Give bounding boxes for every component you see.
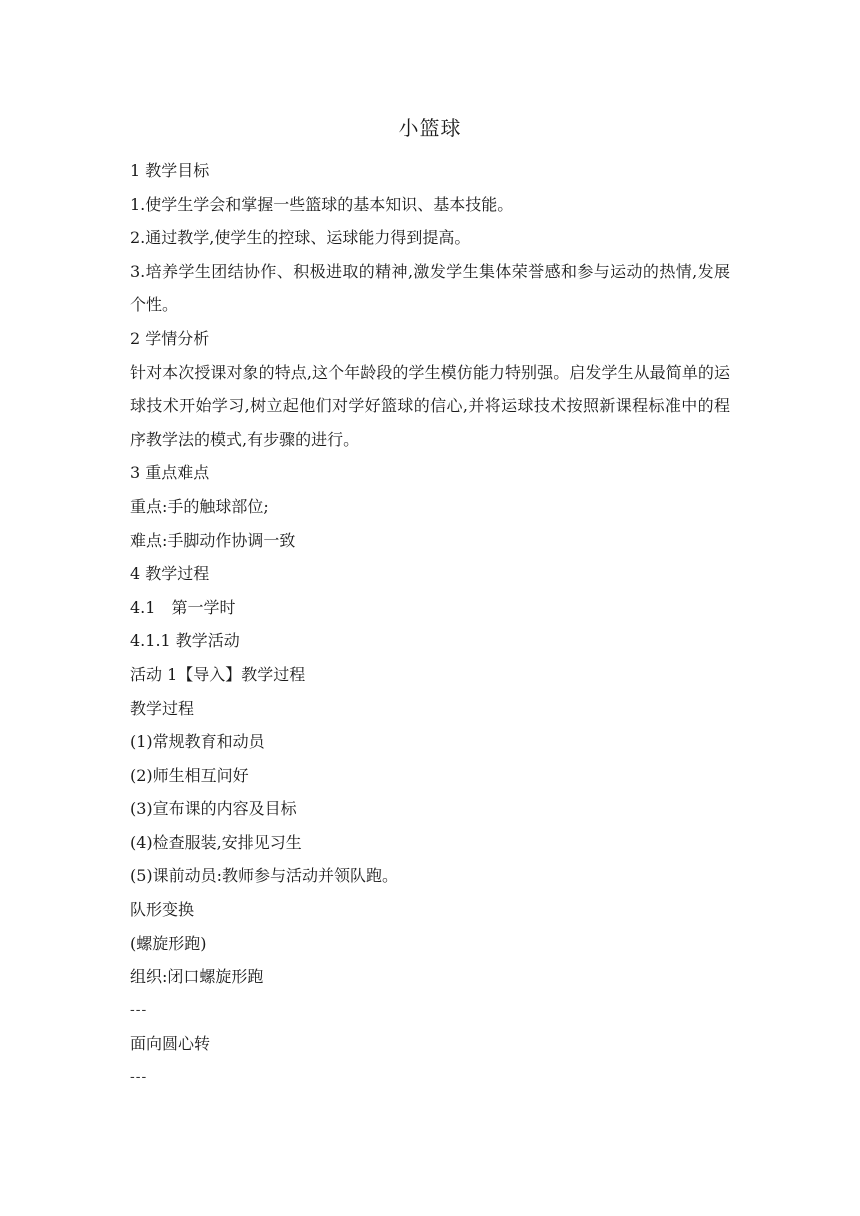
goal-item: 3.培养学生团结协作、积极进取的精神,激发学生集体荣誉感和参与运动的热情,发展个性。 [130,261,730,315]
face-center-label: 面向圆心转 [130,1034,211,1054]
process-step: (3)宣布课的内容及目标 [130,799,297,819]
separator: --- [130,1001,148,1018]
section-heading-key-points: 3 重点难点 [130,463,210,483]
subsubsection-heading: 4.1.1 教学活动 [130,631,240,651]
process-label: 教学过程 [130,698,195,718]
section-heading-goals: 1 教学目标 [130,161,210,180]
document-title: 小篮球 [398,116,462,140]
separator: --- [130,1069,148,1086]
section-heading-process: 4 教学过程 [130,564,210,584]
process-step: (5)课前动员:教师参与活动并领队跑。 [130,866,399,886]
organization-label: 组织:闭口螺旋形跑 [130,967,264,987]
process-step: (2)师生相互问好 [130,765,249,785]
goal-item: 1.使学生学会和掌握一些篮球的基本知识、基本技能。 [130,194,514,214]
analysis-paragraph: 针对本次授课对象的特点,这个年龄段的学生模仿能力特别强。启发学生从最简单的运球技术开始学习,树立起他们对学好篮球的信心,并将运球技术按照新课程标准中的程序教学法的模式,有步骤的进行。 [130,362,730,449]
spiral-run-label: (螺旋形跑) [130,933,207,953]
formation-label: 队形变换 [130,900,195,920]
section-heading-analysis: 2 学情分析 [130,328,210,348]
process-step: (4)检查服装,安排见习生 [130,832,302,852]
activity-title: 活动 1【导入】教学过程 [130,664,306,684]
process-step: (1)常规教育和动员 [130,732,265,752]
subsection-heading: 4.1 第一学时 [130,597,236,617]
goal-item: 2.通过教学,使学生的控球、运球能力得到提高。 [130,228,471,248]
difficult-point: 难点:手脚动作协调一致 [130,530,296,550]
key-point: 重点:手的触球部位; [130,496,269,516]
document-body [130,154,730,1095]
